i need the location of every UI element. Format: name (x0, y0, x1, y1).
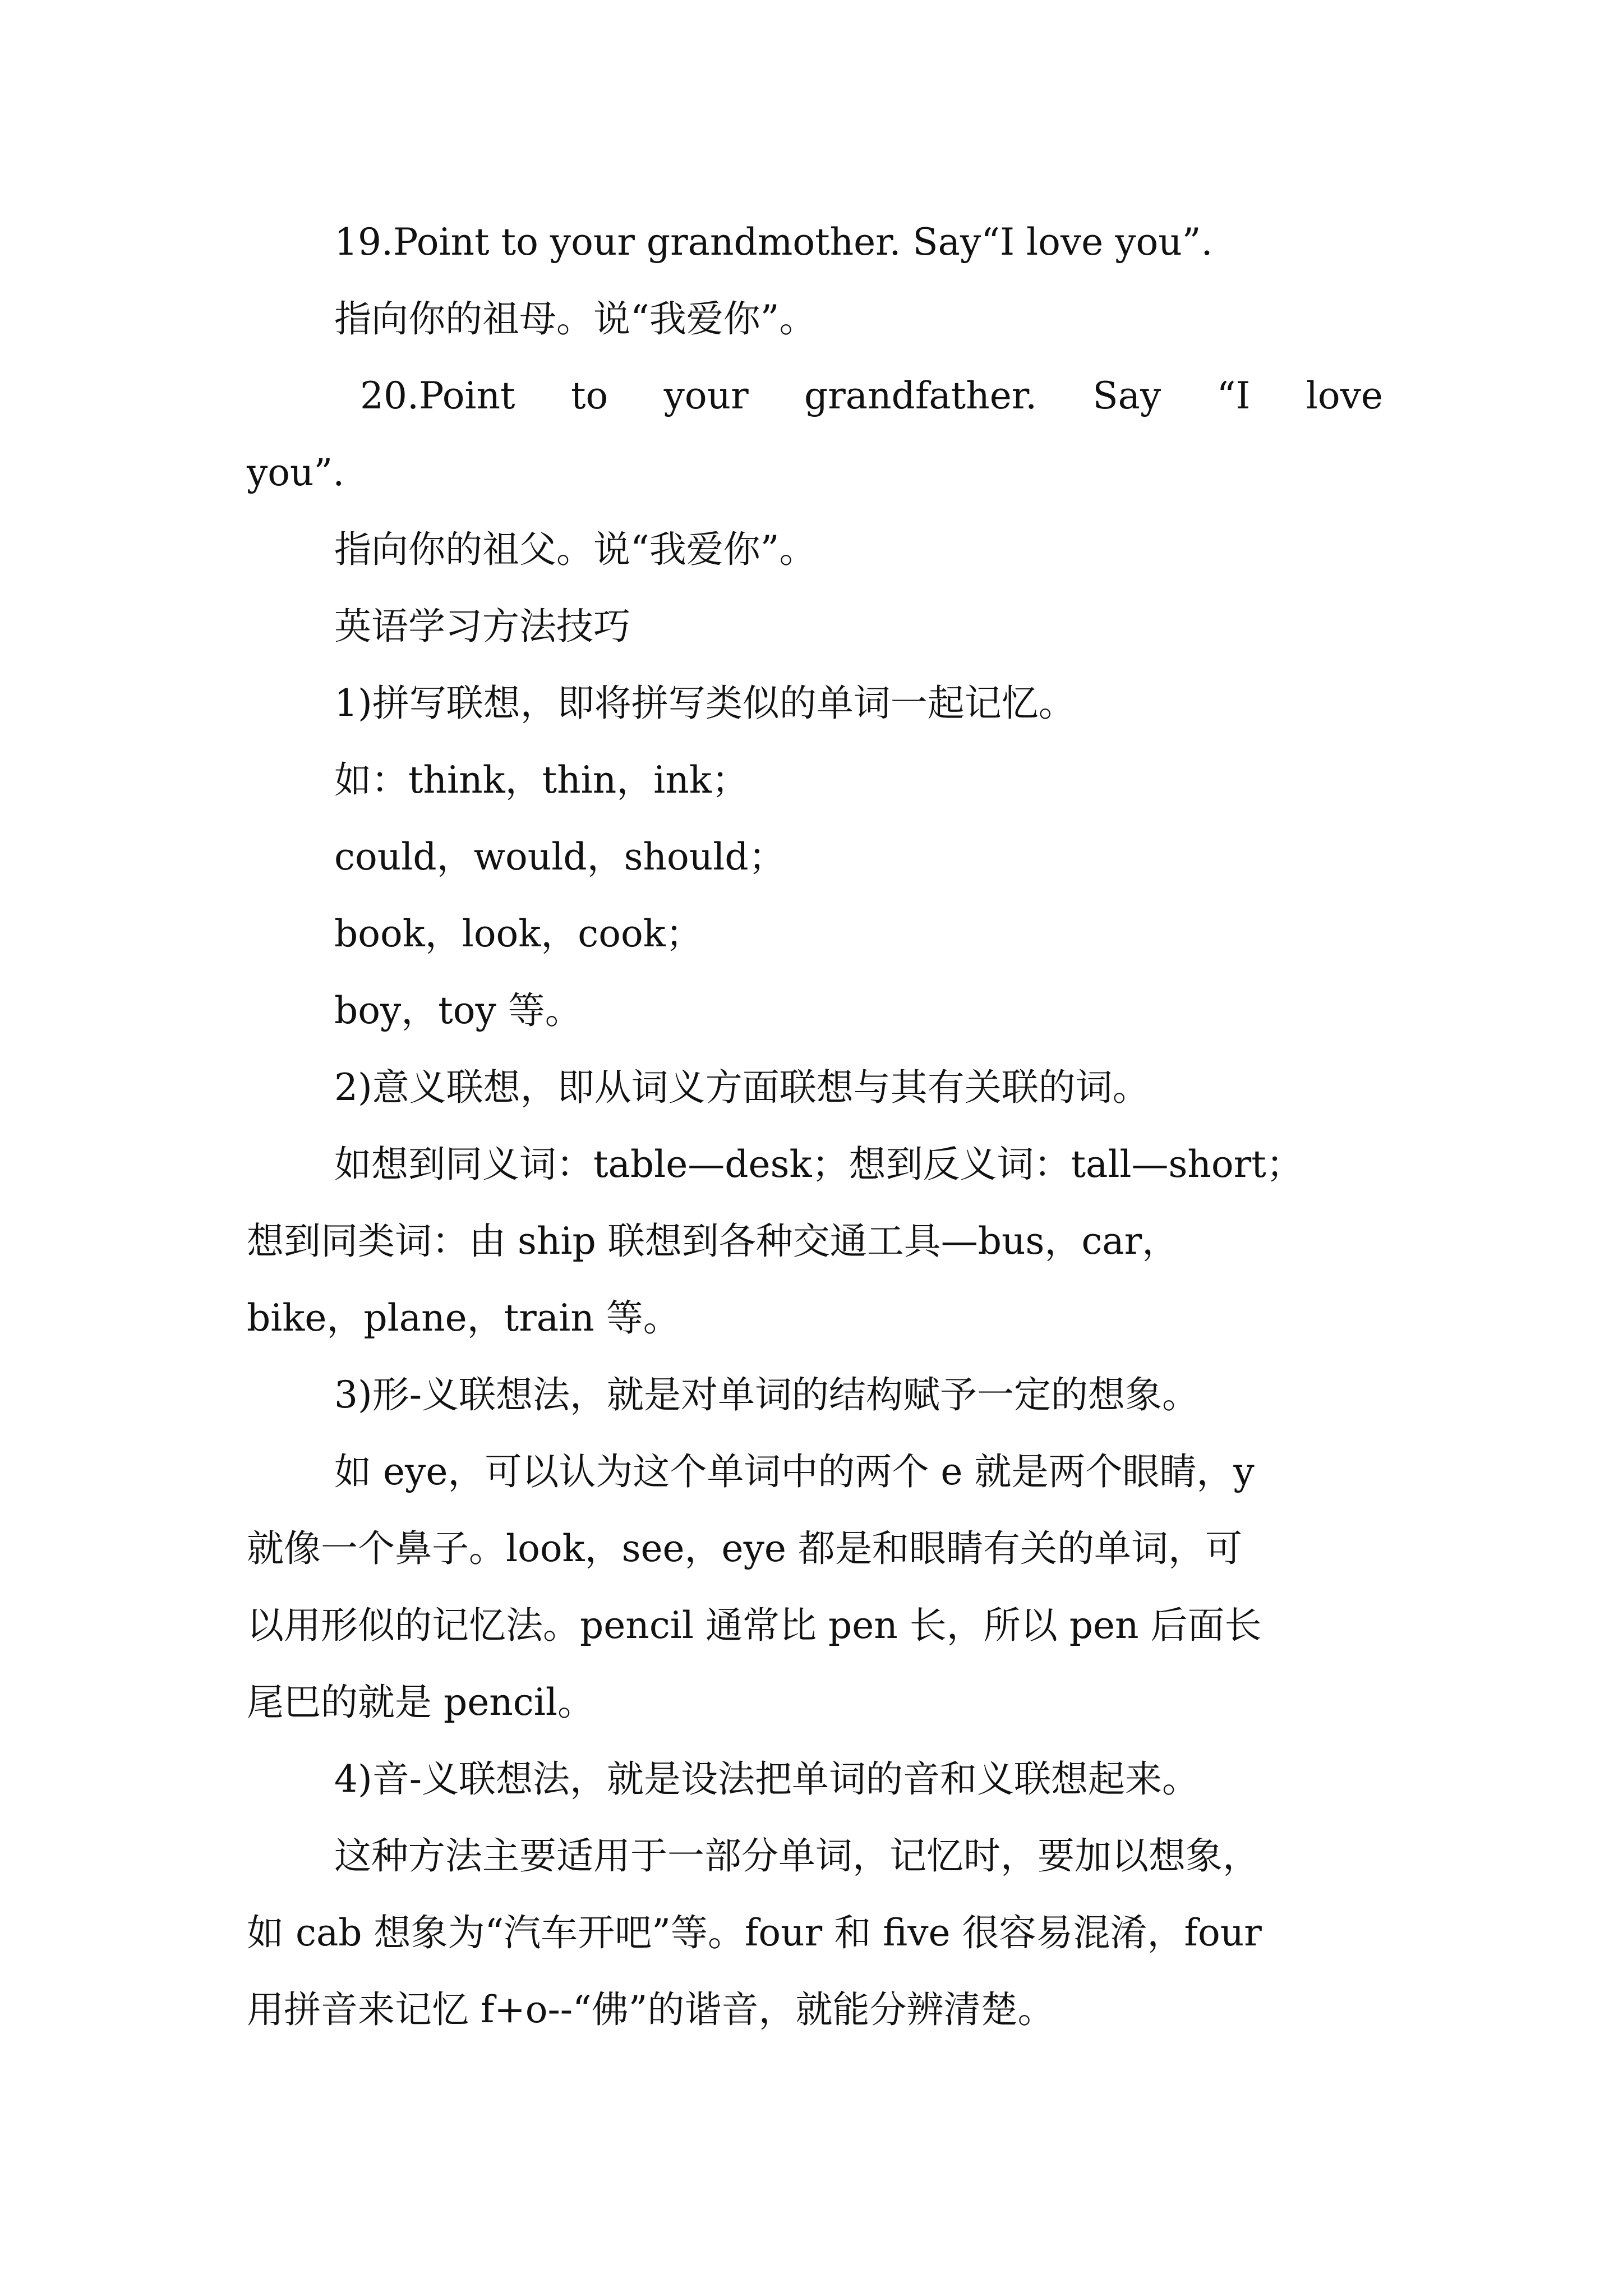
method-3-body-line-2: 就像一个鼻子。look，see，eye 都是和眼睛有关的单词，可 (247, 1527, 1242, 1570)
word: 20.Point (360, 374, 515, 417)
text-line-19-english: 19.Point to your grandmother. Say“I love you”. (334, 220, 1213, 264)
method-3-heading: 3)形-义联想法，就是对单词的结构赋予一定的想象。 (334, 1373, 1200, 1416)
method-2-body-line-3: bike，plane，train 等。 (247, 1296, 680, 1340)
text-line-20-chinese: 指向你的祖父。说“我爱你”。 (334, 528, 817, 571)
method-1-example-1: 如：think，thin，ink； (334, 758, 749, 802)
method-1-heading: 1)拼写联想，即将拼写类似的单词一起记忆。 (334, 682, 1076, 725)
word: Say (1092, 374, 1161, 417)
method-1-example-2: could，would，should； (334, 835, 786, 878)
section-heading: 英语学习方法技巧 (334, 605, 630, 648)
text-line-20-english (360, 369, 1383, 423)
method-2-body-line-1: 如想到同义词：table—desk；想到反义词：tall—short； (334, 1143, 1303, 1186)
word: grandfather. (804, 374, 1038, 417)
method-3-body-line-3: 以用形似的记忆法。pencil 通常比 pen 长，所以 pen 后面长 (247, 1604, 1262, 1647)
text-line-19-chinese: 指向你的祖母。说“我爱你”。 (334, 297, 817, 341)
text-line-20-continued: you”. (247, 451, 345, 494)
method-1-example-3: book，look，cook； (334, 912, 703, 955)
method-2-heading: 2)意义联想，即从词义方面联想与其有关联的词。 (334, 1066, 1150, 1109)
word: to (570, 374, 608, 417)
method-4-heading: 4)音-义联想法，就是设法把单词的音和义联想起来。 (334, 1757, 1200, 1801)
method-4-body-line-3: 用拼音来记忆 f+o--“佛”的谐音，就能分辨清楚。 (247, 1988, 1055, 2031)
method-4-body-line-1: 这种方法主要适用于一部分单词，记忆时，要加以想象， (334, 1834, 1260, 1878)
method-3-body-line-1: 如 eye，可以认为这个单词中的两个 e 就是两个眼睛，y (334, 1450, 1255, 1493)
method-1-example-4: boy，toy 等。 (334, 989, 582, 1032)
method-3-body-line-4: 尾巴的就是 pencil。 (247, 1681, 594, 1724)
word: “I (1216, 374, 1251, 417)
word: love (1306, 374, 1383, 417)
word: your (663, 374, 749, 417)
method-2-body-line-2: 想到同类词：由 ship 联想到各种交通工具—bus，car， (247, 1220, 1179, 1263)
method-4-body-line-2: 如 cab 想象为“汽车开吧”等。four 和 five 很容易混淆，four (247, 1911, 1262, 1954)
